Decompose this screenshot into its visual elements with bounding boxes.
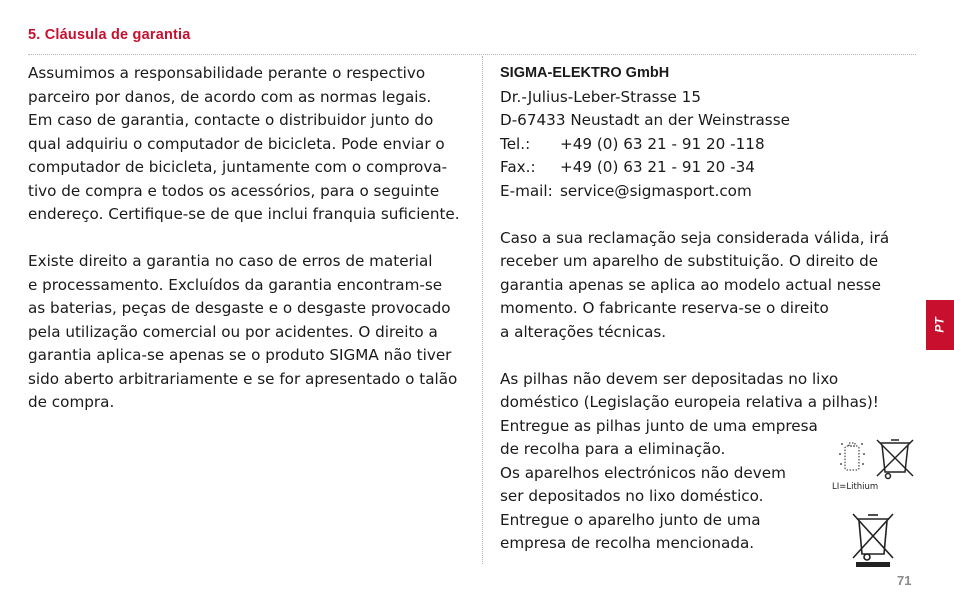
text-line: As pilhas não devem ser depositadas no lixo (500, 369, 839, 388)
contact-value: +49 (0) 63 21 - 91 20 -118 (560, 134, 765, 153)
page-number: 71 (897, 573, 912, 588)
battery-recycle-icon (836, 434, 916, 482)
text-line: Os aparelhos electrónicos não devem (500, 463, 786, 482)
text-line: Assumimos a responsabilidade perante o respectivo (28, 64, 426, 82)
text-line: a alterações técnicas. (500, 322, 667, 341)
contact-phone (500, 133, 910, 157)
address-street: Dr.-Julius-Leber-Strasse 15 (500, 87, 702, 106)
text-line: doméstico (Legislação europeia relativa a pilhas)! (500, 393, 879, 411)
text-line: Existe direito a garantia no caso de erros de material (28, 252, 433, 270)
contact-key: Tel.: (500, 134, 531, 153)
text-line: de compra. (28, 393, 115, 411)
text-line: as baterias, peças de desgaste e o desgaste provocado (28, 299, 451, 317)
heading-divider (28, 54, 916, 55)
text-line: parceiro por danos, de acordo com as normas legais. (28, 87, 432, 106)
column-divider (482, 56, 483, 564)
contact-value: service@sigmasport.com (560, 181, 752, 200)
address-city: D-67433 Neustadt an der Weinstrasse (500, 111, 790, 129)
text-line: endereço. Certifique-se de que inclui franquia suficiente. (28, 205, 460, 223)
address-block (500, 62, 910, 203)
text-line: garantia aplica-se apenas se o produto SIGMA não tiver (28, 346, 452, 364)
text-line: Entregue as pilhas junto de uma empresa (500, 416, 818, 435)
text-line: receber um aparelho de substituição. O direito de (500, 252, 879, 270)
exclusions-paragraph (28, 250, 468, 415)
text-line: de recolha para a eliminação. (500, 440, 726, 458)
language-tab (926, 300, 954, 350)
weee-symbol (850, 510, 896, 572)
text-line: pela utilização comercial ou por acidentes. O direito a (28, 322, 438, 341)
text-line: empresa de recolha mencionada. (500, 534, 755, 552)
section-heading: 5. Cláusula de garantia (28, 27, 191, 43)
crossed-wheelie-bin-icon (850, 510, 896, 568)
text-line: momento. O fabricante reserva-se o direito (500, 299, 829, 317)
text-line: ser depositados no lixo doméstico. (500, 487, 764, 505)
text-line: Caso a sua reclamação seja considerada válida, irá (500, 228, 890, 247)
text-line: e processamento. Excluídos da garantia encontram-se (28, 275, 443, 294)
contact-key: E-mail: (500, 181, 553, 200)
text-line: sido aberto arbitrariamente e se for apresentado o talão (28, 369, 458, 388)
left-column (28, 62, 468, 415)
contact-value: +49 (0) 63 21 - 91 20 -34 (560, 158, 755, 176)
text-line: garantia apenas se aplica ao modelo actual nesse (500, 275, 881, 294)
crossed-bin-battery-icon (877, 440, 913, 479)
claim-paragraph (500, 227, 910, 345)
contact-email (500, 180, 910, 204)
text-line: Entregue o aparelho junto de uma (500, 510, 761, 529)
text-line: Em caso de garantia, contacte o distribuidor junto do (28, 111, 434, 129)
language-tab-label: PT (933, 317, 947, 333)
company-name: SIGMA-ELEKTRO GmbH (500, 65, 670, 81)
warranty-paragraph (28, 62, 468, 227)
text-line: tivo de compra e todos os acessórios, para o seguinte (28, 181, 440, 200)
battery-type-label: LI=Lithium (832, 482, 879, 492)
contact-key: Fax.: (500, 158, 536, 176)
text-line: computador de bicicleta, juntamente com o comprova- (28, 158, 448, 176)
contact-fax (500, 156, 910, 180)
text-line: qual adquiriu o computador de bicicleta. Pode enviar o (28, 134, 445, 153)
